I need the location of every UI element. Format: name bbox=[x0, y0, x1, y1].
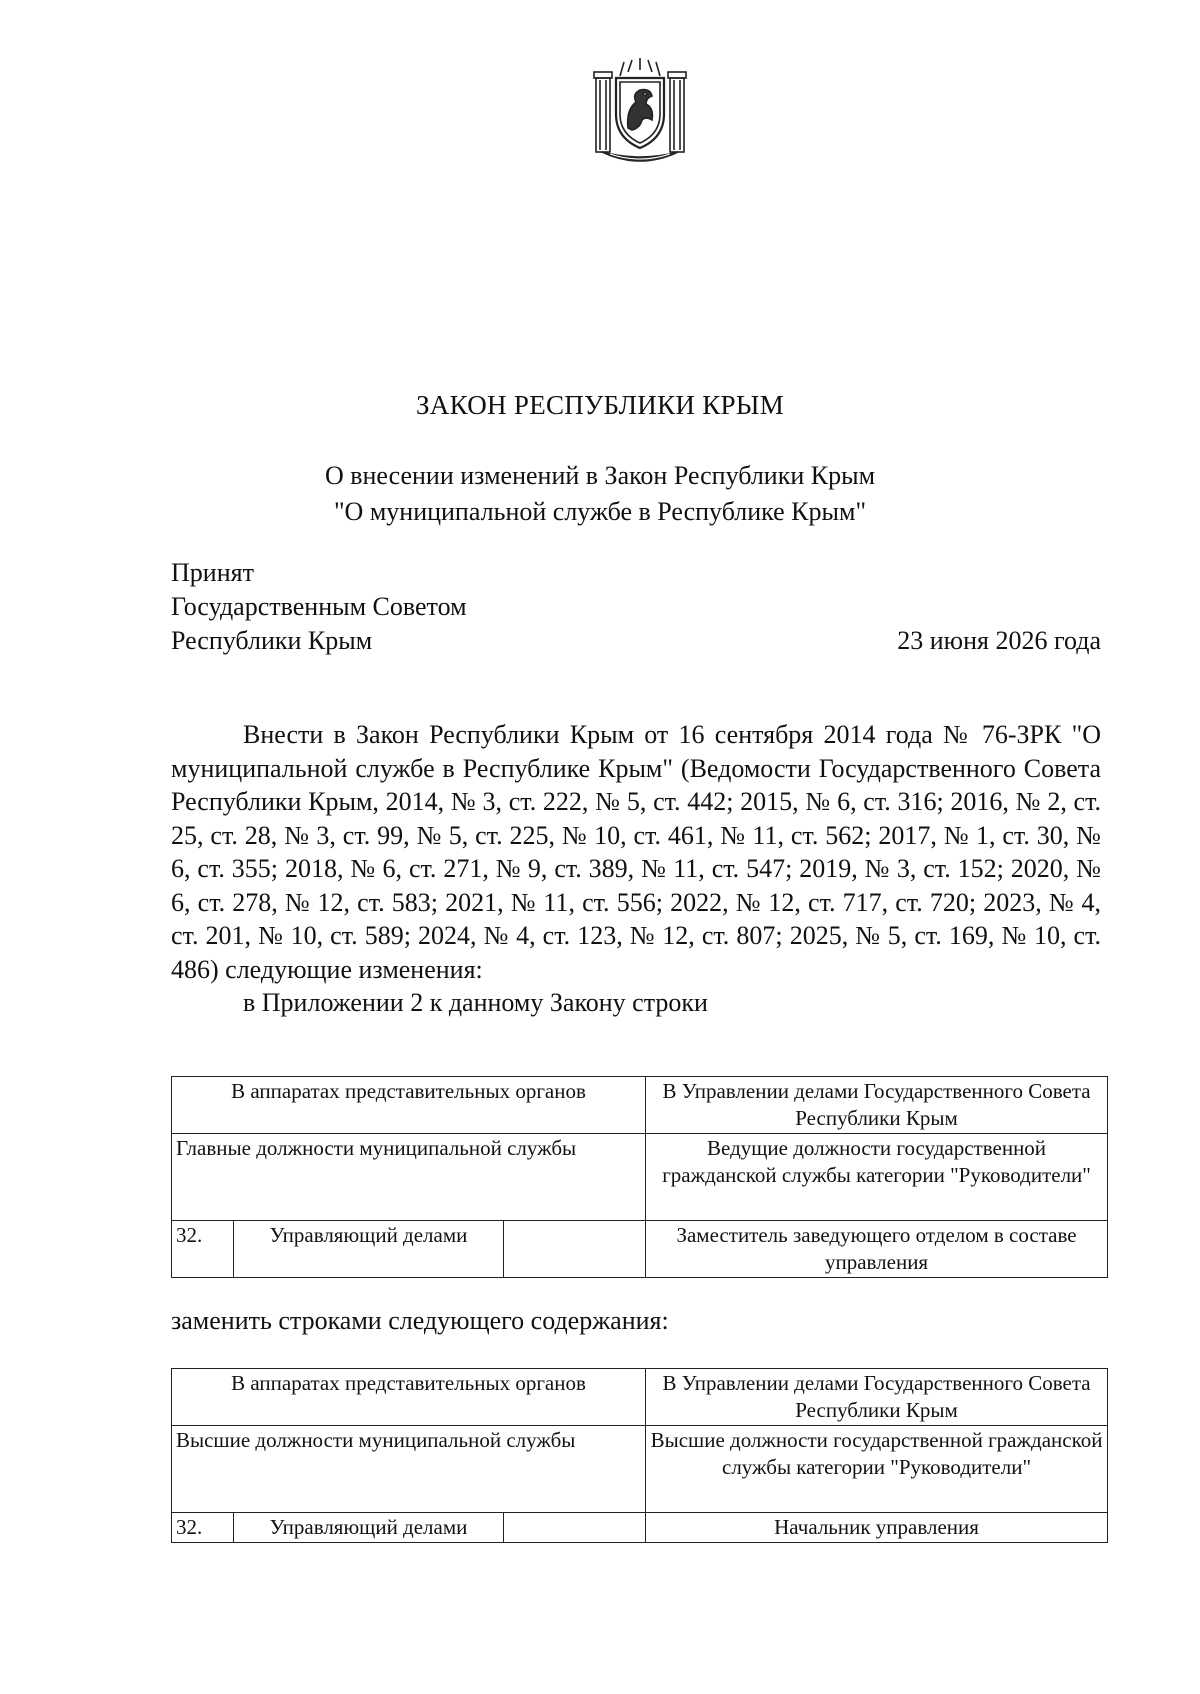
old-row-right: Заместитель заведующего отделом в составе управления bbox=[646, 1221, 1108, 1278]
new-row-position: Управляющий делами bbox=[234, 1513, 504, 1543]
new-row-empty-cell bbox=[504, 1513, 646, 1543]
subtitle-line-2: "О муниципальной службе в Республике Крым" bbox=[333, 497, 867, 526]
new-row-number: 32. bbox=[172, 1513, 234, 1543]
subtitle-line-1: О внесении изменений в Закон Республики Крым bbox=[324, 461, 876, 490]
table-row bbox=[172, 1426, 1108, 1513]
table-row bbox=[172, 1369, 1108, 1426]
old-rows-table bbox=[171, 1076, 1108, 1278]
document-title: ЗАКОН РЕСПУБЛИКИ КРЫМ bbox=[415, 390, 785, 420]
adoption-date: 23 июня 2026 года bbox=[897, 626, 1101, 655]
replace-instruction: заменить строками следующего содержания: bbox=[171, 1306, 669, 1335]
old-group-left: Главные должности муниципальной службы bbox=[172, 1134, 646, 1221]
new-group-right: Высшие должности государственной гражданской службы категории "Руководители" bbox=[646, 1426, 1108, 1513]
old-row-position: Управляющий делами bbox=[234, 1221, 504, 1278]
old-group-right: Ведущие должности государственной гражданской службы категории "Руководители" bbox=[646, 1134, 1108, 1221]
appendix-reference: в Приложении 2 к данному Закону строки bbox=[243, 988, 708, 1017]
adopted-line-2: Государственным Советом bbox=[171, 592, 467, 621]
new-rows-table bbox=[171, 1368, 1108, 1543]
old-header-right: В Управлении делами Государственного Совета Республики Крым bbox=[646, 1077, 1108, 1134]
table-row bbox=[172, 1077, 1108, 1134]
old-row-empty-cell bbox=[504, 1221, 646, 1278]
new-row-right: Начальник управления bbox=[646, 1513, 1108, 1543]
new-group-left: Высшие должности муниципальной службы bbox=[172, 1426, 646, 1513]
crimea-coat-of-arms-emblem bbox=[592, 58, 688, 166]
amendment-paragraph: Внести в Закон Республики Крым от 16 сентября 2014 года № 76-ЗРК "О муниципальной службе в Республике Крым" (Ведомости Государственного Совета Республики Крым, 2014, № 3, ст. 222, № 5, ст. 442; 2015, № 6, ст. 316; 2016, № 2, ст. 25, ст. 28, № 3, ст. 99, № 5, ст. 225, № 10, ст. 461, № 11, ст. 562; 2017, № 1, ст. 30, № 6, ст. 355; 2018, № 6, ст. 271, № 9, ст. 389, № 11, ст. 547; 2019, № 3, ст. 152; 2020, № 6, ст. 278, № 12, ст. 583; 2021, № 11, ст. 556; 2022, № 12, ст. 717, ст. 720; 2023, № 4, ст. 201, № 10, ст. 589; 2024, № 4, ст. 123, № 12, ст. 807; 2025, № 5, ст. 169, № 10, ст. 486) следующие изменения: bbox=[171, 720, 1101, 984]
new-header-left: В аппаратах представительных органов bbox=[172, 1369, 646, 1426]
new-header-right: В Управлении делами Государственного Совета Республики Крым bbox=[646, 1369, 1108, 1426]
old-row-number: 32. bbox=[172, 1221, 234, 1278]
table-row bbox=[172, 1513, 1108, 1543]
document-subtitle bbox=[0, 458, 1200, 530]
body-text bbox=[171, 718, 1101, 1020]
adopted-line-1: Принят bbox=[171, 558, 254, 587]
old-header-left: В аппаратах представительных органов bbox=[172, 1077, 646, 1134]
table-row bbox=[172, 1134, 1108, 1221]
table-row bbox=[172, 1221, 1108, 1278]
adopted-line-3: Республики Крым bbox=[171, 626, 373, 655]
adoption-block bbox=[171, 556, 1101, 658]
